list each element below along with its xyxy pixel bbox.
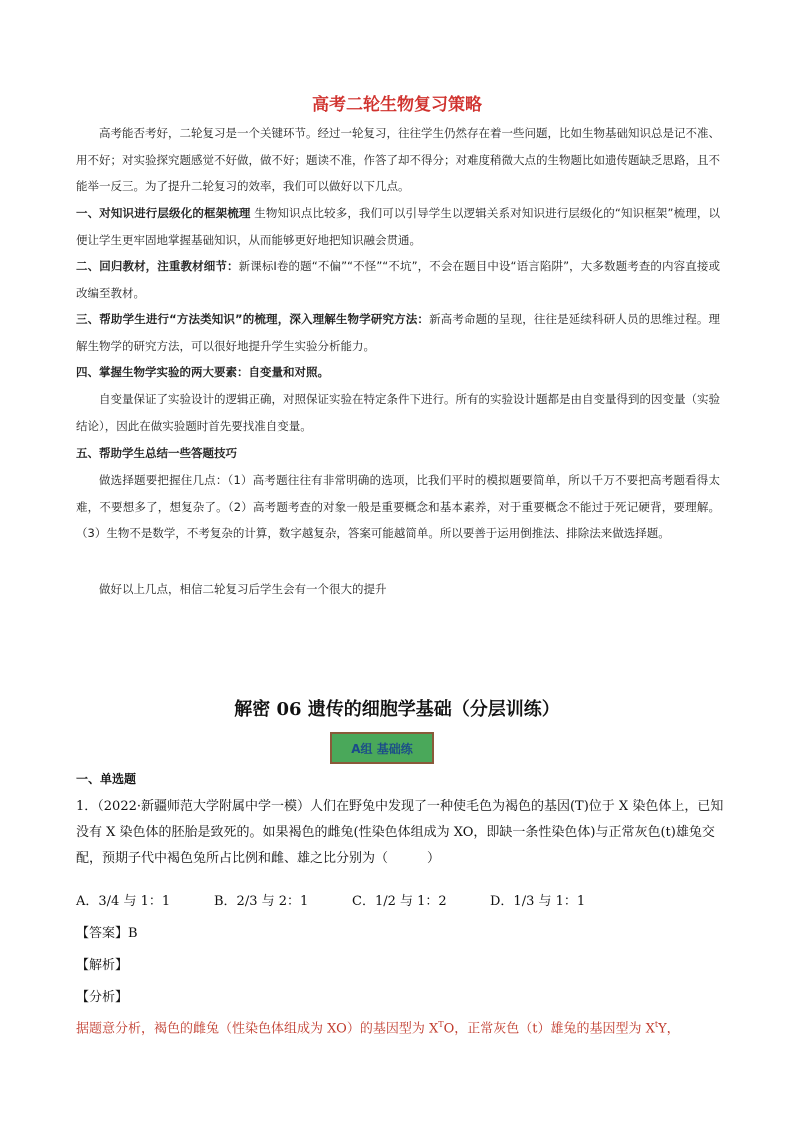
analysis-text: [76, 1012, 726, 1042]
analysis-sub-label: 【分析】: [76, 990, 129, 1005]
option-a: A．3/4 与 1：1: [76, 894, 171, 909]
question-1: 1．（2022·新疆师范大学附属中学一模）人们在野兔中发现了一种使毛色为褐色的基因(T)位于 X 染色体上，已知没有 X 染色体的胚胎是致死的。如果褐色的雌兔(性染色体组成为 XO，即缺一条性染色体)与正常灰色(t)雄兔交配，预期子代中褐色兔所占比例和雌、雄之比分别为（ ）: [76, 799, 724, 866]
strategy-point-3: [76, 306, 720, 359]
point-4-body: 自变量保证了实验设计的逻辑正确，对照保证实验在特定条件下进行。所有的实验设计题都是由自变量得到的因变量（实验结论），因此在做实验题时首先要找准自变量。: [76, 392, 720, 433]
point-1-heading: 一、对知识进行层级化的框架梳理: [76, 206, 251, 220]
point-4-heading: 四、掌握生物学实验的两大要素：自变量和对照。: [76, 365, 329, 379]
strategy-title: 高考二轮生物复习策略: [312, 95, 482, 115]
analysis-text-c: Y，: [658, 1021, 680, 1037]
strategy-intro: 高考能否考好，二轮复习是一个关键环节。经过一轮复习，往往学生仍然存在着一些问题，比如生物基础知识总是记不准、用不好；对实验探究题感觉不好做，做不好；题读不准，作答了却不得分；对难度稍微大点的生物题比如遗传题缺乏思路，且不能举一反三。为了提升二轮复习的效率，我们可以做好以下几点。: [76, 126, 720, 193]
strategy-point-2: [76, 253, 720, 306]
point-1-body: 生物知识点比较多，我们可以引导学生以逻辑关系对知识进行层级化的“知识框架”梳理，以便让学生更牢固地掌握基础知识，从而能够更好地把知识融会贯通。: [76, 206, 721, 247]
analysis-text-a: 据题意分析，褐色的雌兔（性染色体组成为 XO）的基因型为 X: [76, 1021, 439, 1037]
section-heading: 一、单选题: [76, 772, 137, 786]
point-3-heading: 三、帮助学生进行“方法类知识”的梳理，深入理解生物学研究方法：: [76, 312, 430, 326]
option-c: C．1/2 与 1：2: [352, 894, 447, 909]
point-5-heading: 五、帮助学生总结一些答题技巧: [76, 446, 237, 460]
point-5-body: 做选择题要把握住几点：（1）高考题往往有非常明确的选项，比我们平时的模拟题要简单，所以千万不要把高考题看得太难，不要想多了，想复杂了。（2）高考题考查的对象一般是重要概念和基本素养，对于重要概念不能过于死记硬背，要理解。（3）生物不是数学，不考复杂的计算，数字越复杂，答案可能越简单。所以要善于运用倒推法、排除法来做选择题。: [76, 473, 720, 540]
exercise-title: 解密 06 遗传的细胞学基础（分层训练）: [234, 699, 560, 720]
analysis-text-b: O，正常灰色（t）雄兔的基因型为 X: [443, 1021, 655, 1037]
strategy-closing: 做好以上几点，相信二轮复习后学生会有一个很大的提升: [99, 582, 387, 596]
analysis-sup-1: T: [438, 1020, 444, 1029]
option-b: B．2/3 与 2：1: [214, 894, 309, 909]
answer-label: 【答案】B: [76, 926, 138, 941]
point-3-body: 新高考命题的呈现，往往是延续科研人员的思维过程。理解生物学的研究方法，可以很好地提升学生实验分析能力。: [76, 312, 720, 353]
analysis-sup-2: t: [654, 1020, 659, 1029]
group-badge: A组 基础练: [330, 732, 434, 764]
strategy-point-1: [76, 200, 720, 253]
option-d: D．1/3 与 1：1: [490, 894, 586, 909]
analysis-label: 【解析】: [76, 958, 129, 973]
point-2-body: 新课标Ⅰ卷的题“不偏”“不怪”“不坑”，不会在题目中设“语言陷阱”，大多数题考查的内容直接或改编至教材。: [76, 259, 720, 300]
point-2-heading: 二、回归教材，注重教材细节：: [76, 259, 239, 273]
